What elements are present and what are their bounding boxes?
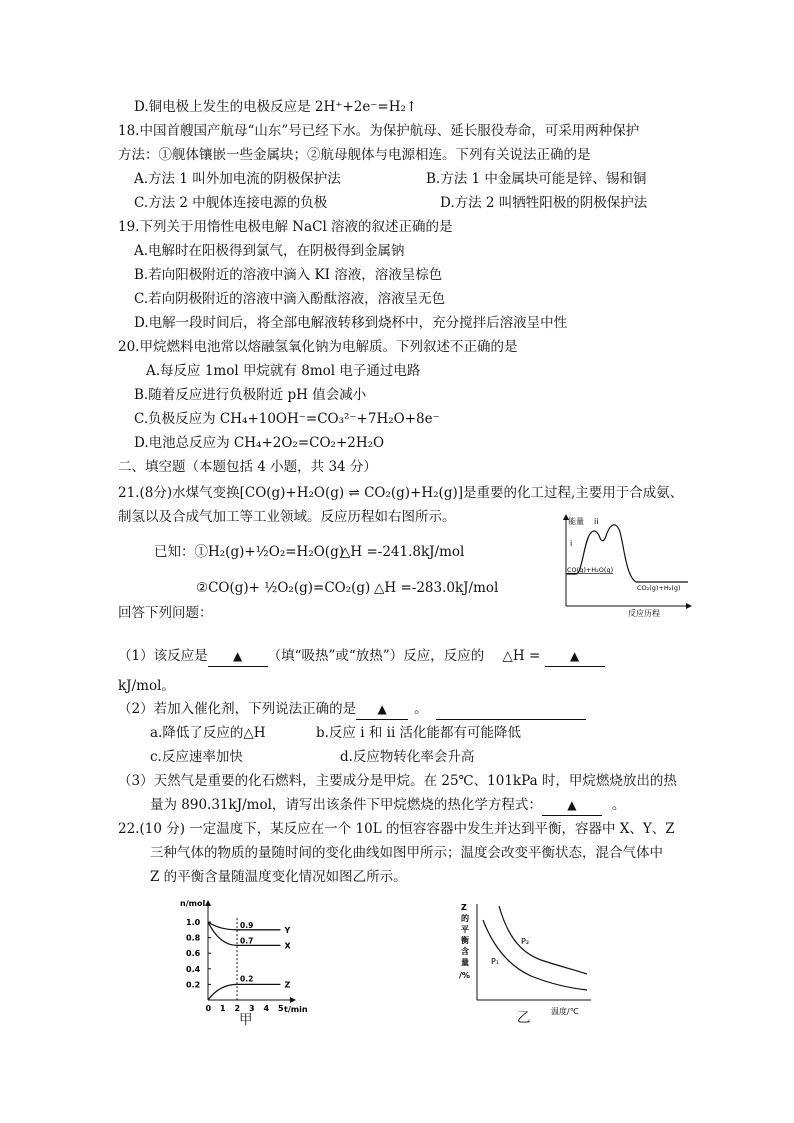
q20-option-b: B.随着反应进行负极附近 pH 值会减小 [134,387,367,403]
energy-axis-x-arrow [686,603,692,609]
q22-stem-line3: Z 的平衡含量随温度变化情况如图乙所示。 [150,869,407,885]
blank-marker: ▲ [569,649,580,663]
q21-part2-option-d: d.反应物转化率会升高 [340,749,475,765]
q21-stem-line1: 21.(8分)水煤气变换[CO(g)+H₂O(g) ⇌ CO₂(g)+H₂(g)]是重要的化工过程,主要用于合成氨、 [118,485,684,501]
figa-axis-x-arrow [290,997,296,1003]
figure-jia-chart [180,898,330,1028]
figure-jia-caption: 甲 [239,1012,253,1028]
figb-xlabel: 温度/℃ [551,1007,579,1016]
part1-blank-1[interactable] [208,646,268,667]
part1-text-a: （1）该反应是 [118,648,208,664]
figb-ylabel-char: 平 [461,925,469,934]
figa-ytick-label: 0.2 [186,980,201,990]
figb-ylabel-char: 衡 [461,936,469,945]
known-prefix: 已知： [154,544,195,560]
q18-option-d: D.方法 2 叫牺牲阳极的阴极保护法 [440,195,648,211]
q21-dh1: △H =-241.8kJ/mol [340,544,465,560]
section-heading: 二、填空题（本题包括 4 小题，共 34 分） [118,459,377,475]
q20-option-c: C.负极反应为 CH₄+10OH⁻=CO₃²⁻+7H₂O+8e⁻ [134,411,440,427]
part3-text: 量为 890.31kJ/mol，请写出该条件下甲烷燃烧的热化学方程式： [150,797,542,813]
q21-known-eq2: ②CO(g)+ ½O₂(g)=CO₂(g) [196,580,371,596]
series-label-x: X [284,941,291,951]
figa-xtick-label: 0 [205,1004,212,1013]
figa-ytick-label: 0.4 [186,964,201,974]
figure-yi-chart [455,900,595,1020]
q21-part3-line1: （3）天然气是重要的化石燃料，主要成分是甲烷。在 25℃、101kPa 时，甲烷燃烧放出的热 [118,773,677,789]
q19-option-d: D.电解一段时间后，将全部电解液转移到烧杯中，充分搅拌后溶液呈中性 [134,315,568,331]
figa-value-label-x: 0.7 [240,936,254,946]
part3-end: 。 [611,797,626,813]
figure-yi-caption: 乙 [517,1010,531,1026]
label-ii: ii [594,517,599,526]
part1-text-b: （填“吸热”或“放热”）反应，反应的 [267,648,485,664]
q22-stem-line2: 三种气体的物质的量随时间的变化曲线如图甲所示；温度会改变平衡状态，混合气体中 [150,845,663,861]
q21-part1-unit: kJ/mol。 [118,678,175,694]
part1-text-c: △H = [502,648,541,664]
figa-axis-y-arrow [205,900,211,906]
label-p1: P₁ [491,957,500,966]
figa-value-label-z: 0.2 [240,974,254,984]
q20-option-a: A.每反应 1mol 甲烷就有 8mol 电子通过电路 [146,363,421,379]
q19-stem: 19.下列关于用惰性电极电解 NaCl 溶液的叙述正确的是 [118,219,453,235]
energy-xlabel: 反应历程 [628,609,660,618]
figb-ylabel-char: /% [459,971,470,980]
series-label-y: Y [284,925,291,935]
energy-profile-figure [558,512,698,618]
q21-known-eq1 [154,542,344,562]
q21-dh2: △H =-283.0kJ/mol [374,580,499,596]
q20-option-d: D.电池总反应为 CH₄+2O₂=CO₂+2H₂O [134,435,385,451]
figb-ylabel [459,903,470,980]
q18-option-b: B.方法 1 中金属块可能是锌、锡和铜 [426,171,647,187]
q21-part2 [118,699,586,720]
series-label-z: Z [284,980,291,990]
q18-stem-line2: 方法：①舰体镶嵌一些金属块；②航母舰体与电源相连。下列有关说法正确的是 [118,147,591,163]
blank-marker: ▲ [567,798,577,812]
figa-value-label-y: 0.9 [240,920,254,930]
q21-part2-option-c: c.反应速率加快 [150,749,243,765]
part2-text: （2）若加入催化剂，下列说法正确的是 [118,701,357,717]
figb-ylabel-char: 的 [461,914,469,923]
figb-ylabel-char: 含 [461,947,469,956]
q17-option-d: D.铜电极上发生的电极反应是 2H⁺+2e⁻=H₂↑ [134,99,418,115]
figa-ytick-label: 0.6 [186,949,201,959]
energy-ylabel: 能量 [568,517,584,526]
q20-stem: 20.甲烷燃料电池常以熔融氢氧化钠为电解质。下列叙述不正确的是 [118,339,518,355]
figa-xtick-label: 1 [220,1004,226,1013]
series-line-z [208,984,281,1000]
q19-option-b: B.若向阳极附近的溶液中滴入 KI 溶液，溶液呈棕色 [134,267,443,283]
blank-marker: ▲ [232,649,243,663]
q21-part1 [118,646,605,667]
label-i: i [570,539,573,548]
figb-ylabel-char: Z [461,903,467,912]
part2-end: 。 [414,701,428,717]
q21-part2-option-b: b.反应 i 和 ii 活化能都有可能降低 [316,725,522,741]
q18-option-a: A.方法 1 叫外加电流的阴极保护法 [134,171,341,187]
curve-p1 [483,920,587,990]
products-label: CO₂(g)+H₂(g) [637,584,681,592]
figa-xtick-label: 4 [263,1004,270,1013]
part2-trailing-line [436,699,586,720]
reactants-label: CO(g)+H₂O(g) [567,566,614,574]
equation-1: ①H₂(g)+½O₂=H₂O(g) [194,544,344,560]
q18-stem-line1: 18.中国首艘国产航母“山东”号已经下水。为保护航母、延长服役寿命，可采用两种保护 [118,123,640,139]
blank-marker: ▲ [377,702,387,716]
figa-marks [186,918,292,1013]
q21-answer-prompt: 回答下列问题： [118,605,213,621]
figa-ylabel: n/mol [180,899,206,908]
part2-blank[interactable] [356,699,408,720]
part1-blank-2[interactable] [545,646,605,667]
part3-blank[interactable] [542,795,602,816]
q21-part2-option-a: a.降低了反应的△H [150,725,266,741]
label-p2: P₂ [521,937,530,946]
q19-option-a: A.电解时在阳极得到氯气，在阴极得到金属钠 [134,243,405,259]
q21-stem-line2: 制氢以及合成气加工等工业领域。反应历程如右图所示。 [118,509,456,525]
figa-xtick-label: 3 [249,1004,255,1013]
q22-stem-line1: 22.(10 分) 一定温度下，某反应在一个 10L 的恒容容器中发生并达到平衡，容器中 X、Y、Z [118,821,675,837]
figb-ylabel-char: 量 [461,958,469,967]
figa-xtick-label: 5 [278,1004,284,1013]
figa-xlabel: t/min [284,1005,308,1014]
figa-ytick-label: 1.0 [186,918,201,927]
figa-xtick-label: 2 [234,1004,241,1013]
q21-part3-line2 [150,795,625,816]
figa-ytick-label: 0.8 [186,933,201,943]
q19-option-c: C.若向阴极附近的溶液中滴入酚酞溶液，溶液呈无色 [134,291,446,307]
q18-option-c: C.方法 2 中舰体连接电源的负极 [134,195,328,211]
